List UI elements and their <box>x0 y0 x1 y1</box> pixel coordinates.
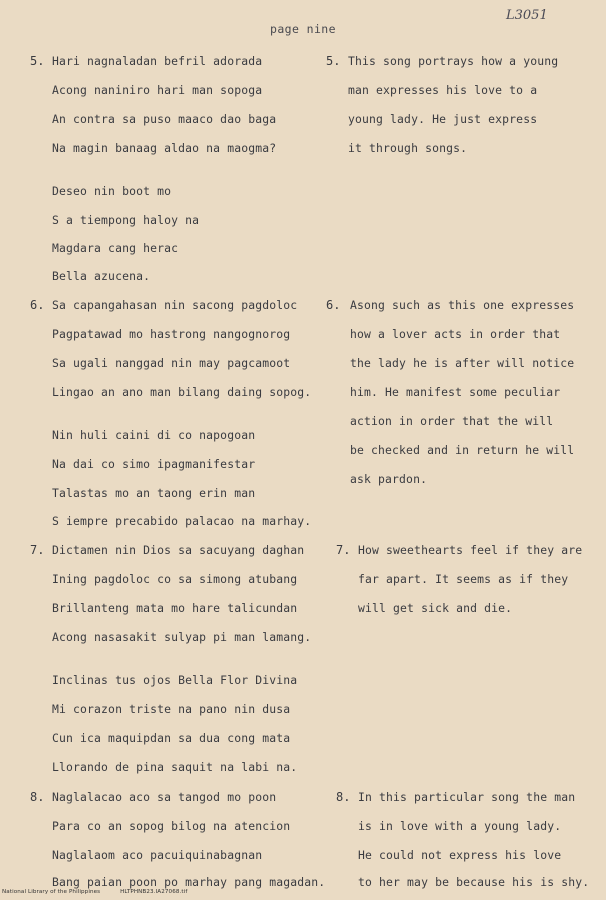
note-line: is in love with a young lady. <box>358 819 562 833</box>
note-line: This song portrays how a young <box>348 54 559 68</box>
verse-line: Naglalacao aco sa tangod mo poon <box>52 790 277 804</box>
verse-line: Lingao an ano man bilang daing sopog. <box>52 385 312 399</box>
section-number: 7. <box>30 543 45 557</box>
note-line: Asong such as this one expresses <box>350 298 575 312</box>
scan-footer <box>2 889 205 895</box>
note-line: ask pardon. <box>350 472 428 486</box>
verse-line: Acong nasasakit sulyap pi man lamang. <box>52 630 312 644</box>
verse-line: Bella azucena. <box>52 269 151 283</box>
verse-line: Ining pagdoloc co sa simong atubang <box>52 572 298 586</box>
verse-line: Brillanteng mata mo hare talicundan <box>52 601 298 615</box>
verse-line: Na dai co simo ipagmanifestar <box>52 457 256 471</box>
verse-line: Magdara cang herac <box>52 241 179 255</box>
note-line: How sweethearts feel if they are <box>358 543 583 557</box>
note-line: the lady he is after will notice <box>350 356 575 370</box>
section-number: 8. <box>30 790 45 804</box>
verse-line: An contra sa puso maaco dao baga <box>52 112 277 126</box>
verse-line: S iempre precabido palacao na marhay. <box>52 514 312 528</box>
verse-line: Bang paian poon po marhay pang magadan. <box>52 875 326 889</box>
verse-line: Acong naniniro hari man sopoga <box>52 83 263 97</box>
note-line: to her may be because his is shy. <box>358 875 590 889</box>
note-line: how a lover acts in order that <box>350 327 561 341</box>
note-line: He could not express his love <box>358 848 562 862</box>
note-line: him. He manifest some peculiar <box>350 385 561 399</box>
note-number: 5. <box>326 54 341 68</box>
verse-line: Llorando de pina saquit na labi na. <box>52 760 298 774</box>
verse-line: Inclinas tus ojos Bella Flor Divina <box>52 673 298 687</box>
verse-line: Mi corazon triste na pano nin dusa <box>52 702 291 716</box>
verse-line: Cun ica maquipdan sa dua cong mata <box>52 731 291 745</box>
verse-line: Para co an sopog bilog na atencion <box>52 819 291 833</box>
verse-line: S a tiempong haloy na <box>52 213 200 227</box>
verse-line: Sa capangahasan nin sacong pagdoloc <box>52 298 298 312</box>
verse-line: Pagpatawad mo hastrong nangognorog <box>52 327 291 341</box>
note-number: 8. <box>336 790 351 804</box>
note-line: be checked and in return he will <box>350 443 575 457</box>
note-line: young lady. He just express <box>348 112 538 126</box>
note-number: 7. <box>336 543 351 557</box>
file-id: HLTPHNB23.IA27068.tif <box>120 889 188 895</box>
verse-line: Sa ugali nanggad nin may pagcamoot <box>52 356 291 370</box>
verse-line: Talastas mo an taong erin man <box>52 486 256 500</box>
library-name: National Library of the Philippines <box>2 889 101 895</box>
verse-line: Nin huli caini di co napogoan <box>52 428 256 442</box>
note-line: man expresses his love to a <box>348 83 538 97</box>
note-line: will get sick and die. <box>358 601 513 615</box>
note-line: In this particular song the man <box>358 790 576 804</box>
handwritten-page-number: L3051 <box>506 8 548 23</box>
verse-line: Deseo nin boot mo <box>52 184 172 198</box>
note-number: 6. <box>326 298 341 312</box>
note-line: it through songs. <box>348 141 468 155</box>
section-number: 6. <box>30 298 45 312</box>
note-line: far apart. It seems as if they <box>358 572 569 586</box>
page-title: page nine <box>270 22 336 36</box>
verse-line: Hari nagnaladan befril adorada <box>52 54 263 68</box>
section-number: 5. <box>30 54 45 68</box>
verse-line: Na magin banaag aldao na maogma? <box>52 141 277 155</box>
note-line: action in order that the will <box>350 414 554 428</box>
verse-line: Naglalaom aco pacuiquinabagnan <box>52 848 263 862</box>
verse-line: Dictamen nin Dios sa sacuyang daghan <box>52 543 305 557</box>
